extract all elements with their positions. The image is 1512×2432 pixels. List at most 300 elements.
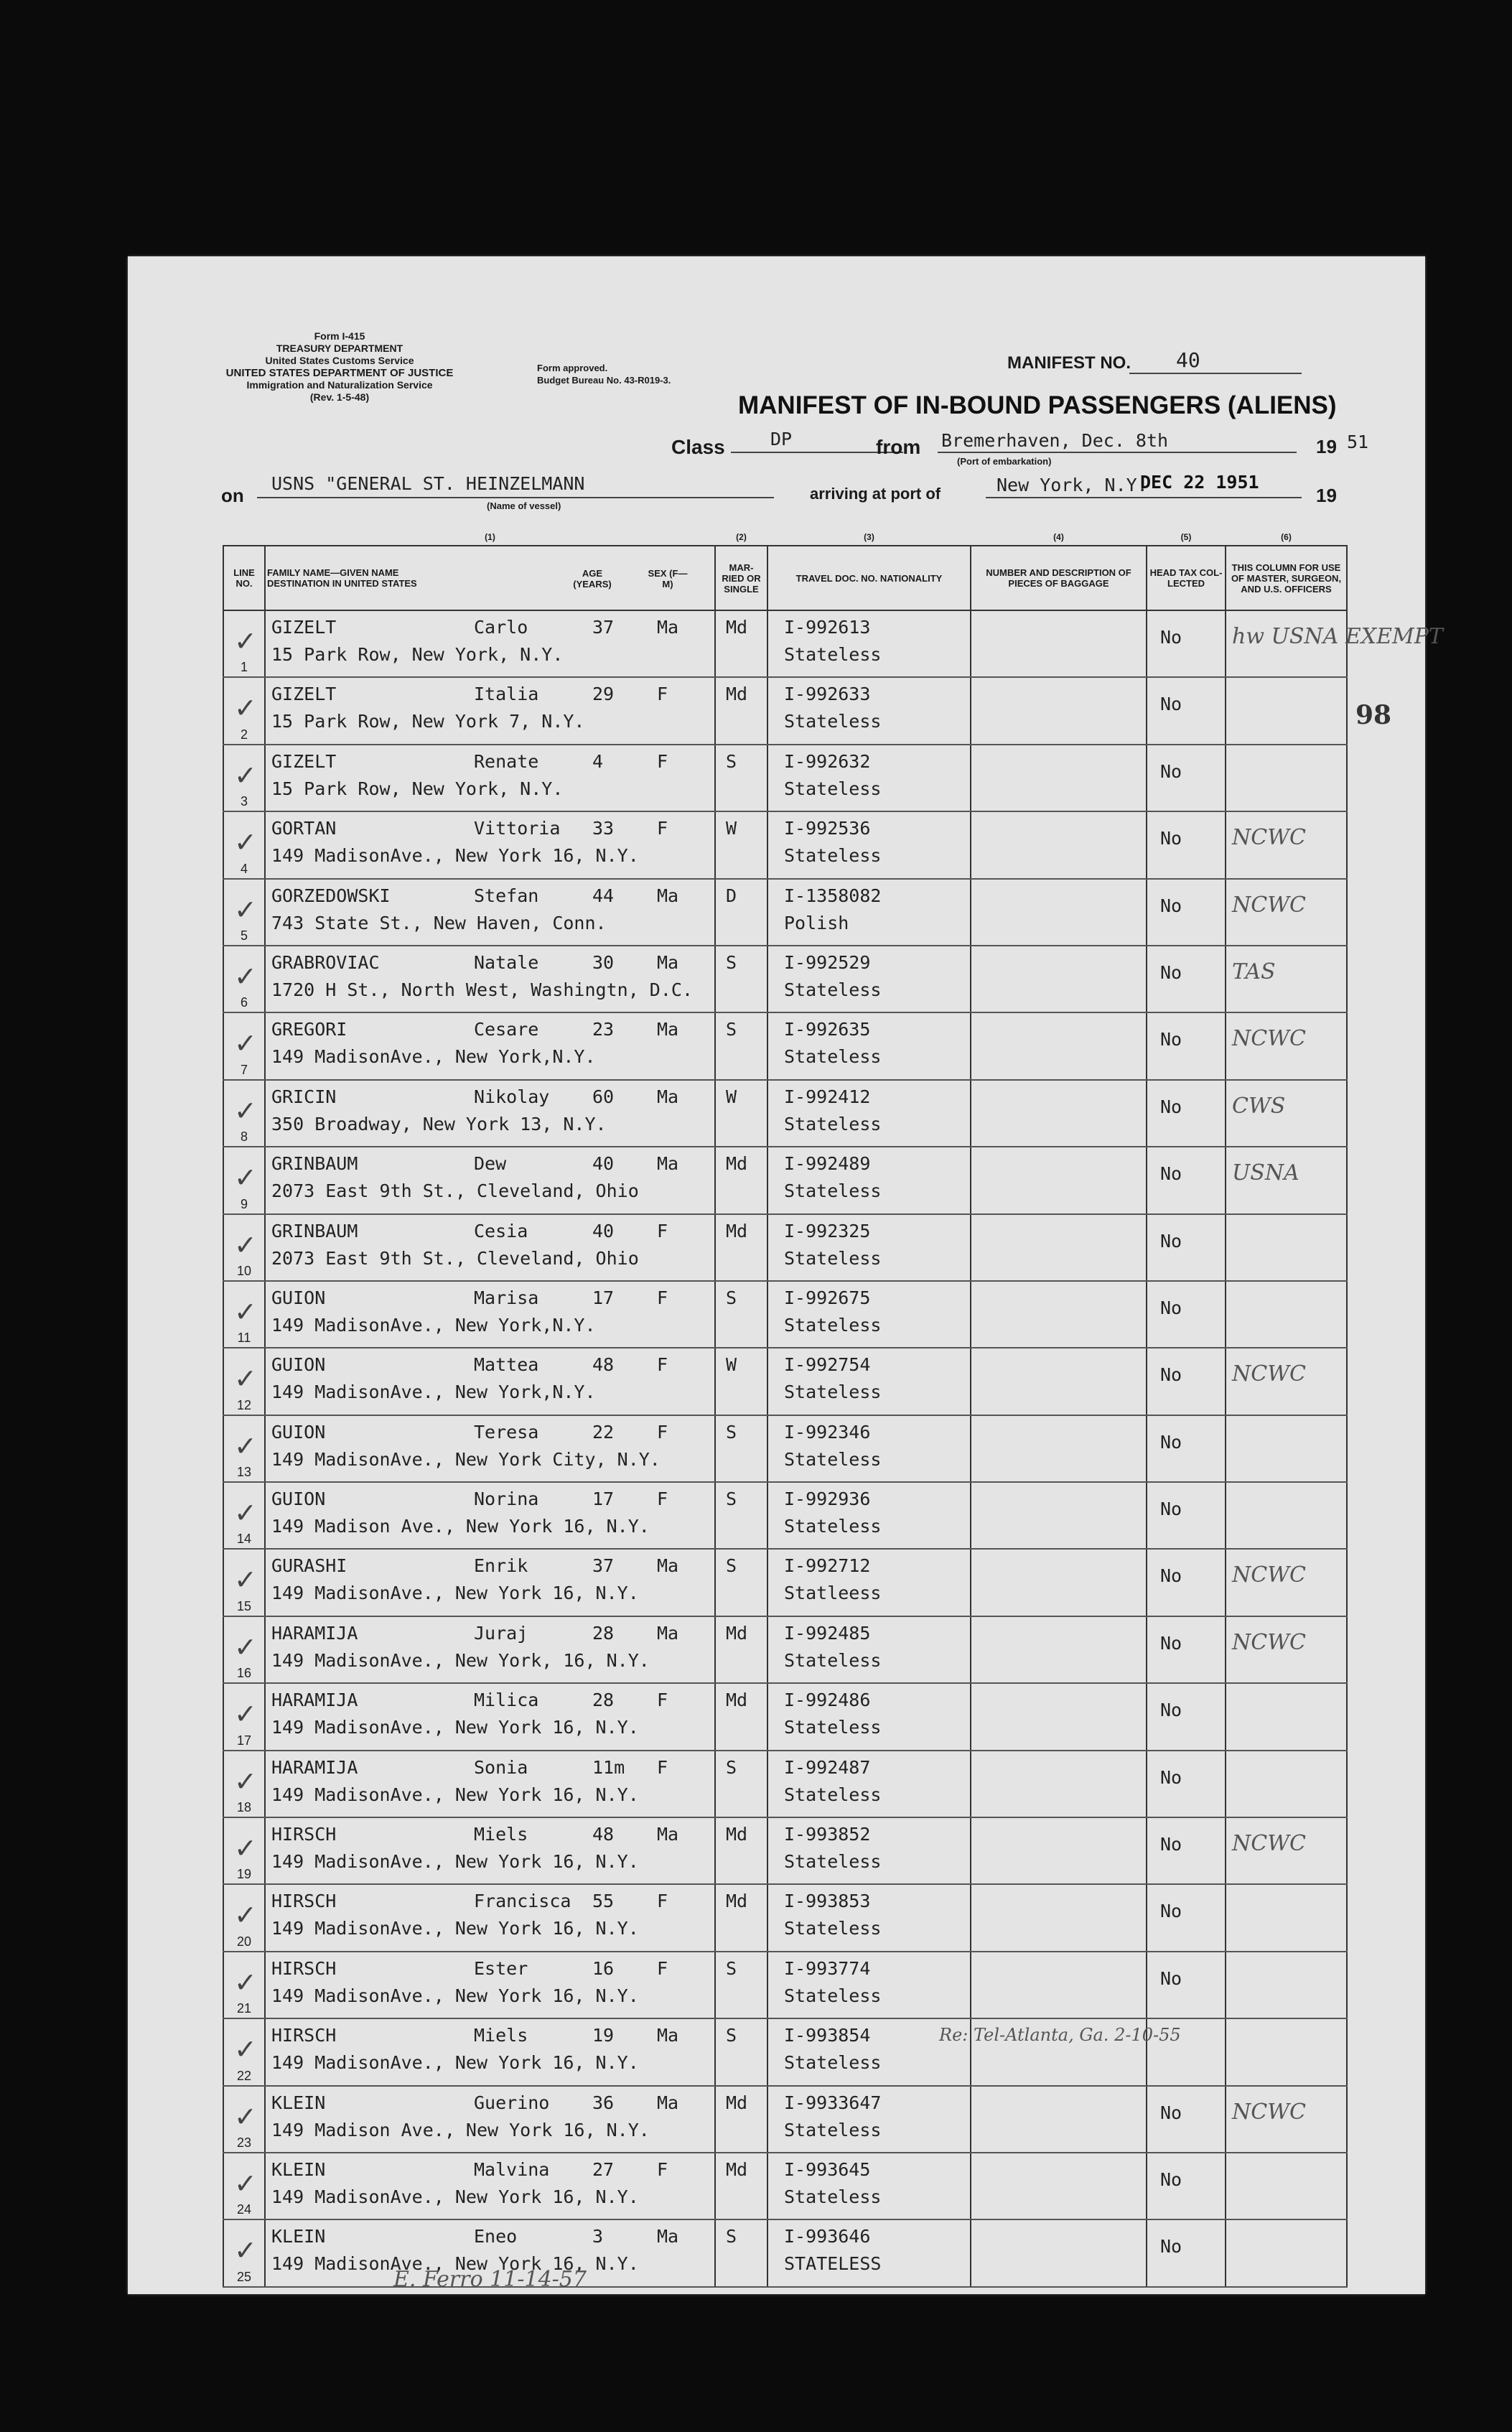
tax-cell [1147, 677, 1226, 744]
on-label: on [221, 485, 244, 506]
table-row [223, 1817, 1347, 1884]
baggage-cell [971, 2219, 1147, 2286]
married-cell [715, 1817, 767, 1884]
line-number-cell [223, 1214, 265, 1281]
line-number-cell [223, 879, 265, 946]
travel-doc-no: I-993854 [784, 2025, 871, 2046]
given-name: Ester [474, 1957, 528, 1979]
officer-note: NCWC [1232, 1361, 1306, 1387]
sex: Ma [657, 1153, 679, 1175]
sex: F [657, 1957, 668, 1979]
age: 40 [592, 1153, 615, 1175]
marital-status: Md [726, 1622, 748, 1644]
from-value: Bremerhaven, Dec. 8th [941, 430, 1169, 451]
travel-doc-no: I-993645 [784, 2158, 871, 2180]
sex: F [657, 1421, 668, 1443]
given-name: Enrik [474, 1555, 528, 1577]
col-header-officers: THIS COLUMN FOR USE OF MASTER, SURGEON, AND U.S. OFFICERS [1226, 546, 1347, 610]
travel-cell [767, 1683, 971, 1750]
check-mark: ✓ [234, 1966, 257, 1998]
officer-cell [1226, 1012, 1347, 1079]
line-number-cell [223, 2086, 265, 2153]
tax-cell [1147, 1683, 1226, 1750]
year-value: 51 [1347, 432, 1369, 452]
year-label: 19 [1316, 436, 1337, 457]
nationality: Stateless [784, 644, 882, 665]
family-name: GIZELT [271, 750, 337, 772]
destination: 149 MadisonAve., New York,N.Y. [271, 1314, 596, 1336]
table-row [223, 2219, 1347, 2286]
col-num: (2) [736, 531, 747, 542]
check-mark: ✓ [234, 1430, 257, 1462]
baggage-cell [971, 1884, 1147, 1951]
check-mark: ✓ [234, 1295, 257, 1328]
line-number: 12 [236, 1397, 252, 1412]
marital-status: Md [726, 684, 748, 705]
destination: 149 MadisonAve., New York 16, N.Y. [271, 1918, 639, 1939]
marital-status: Md [726, 1153, 748, 1175]
travel-doc-no: I-992529 [784, 951, 871, 973]
baggage-cell [971, 1952, 1147, 2018]
travel-doc-no: I-992485 [784, 1622, 871, 1644]
line-number: 3 [240, 794, 248, 809]
table-row [223, 2153, 1347, 2219]
given-name: Vittoria [474, 818, 561, 839]
marital-status: Md [726, 2092, 748, 2113]
nationality: STATELESS [784, 2253, 882, 2275]
check-mark: ✓ [234, 1094, 257, 1127]
line-number-cell [223, 1012, 265, 1079]
age: 3 [592, 2226, 604, 2247]
married-cell [715, 1281, 767, 1348]
head-tax: No [1160, 1901, 1182, 1922]
married-cell [715, 1751, 767, 1817]
col-header-travel: TRAVEL DOC. NO. NATIONALITY [767, 546, 971, 610]
marital-status: S [726, 1488, 737, 1510]
check-mark: ✓ [234, 625, 257, 657]
class-label: Class [671, 436, 725, 458]
head-tax: No [1160, 1967, 1182, 1989]
line-number: 11 [237, 1331, 251, 1346]
married-cell [715, 1616, 767, 1683]
travel-doc-no: I-9933647 [784, 2092, 882, 2113]
age: 23 [592, 1019, 615, 1040]
destination: 149 MadisonAve., New York,N.Y. [271, 1382, 596, 1403]
given-name: Miels [474, 2025, 528, 2046]
name-cell [265, 745, 715, 811]
age: 40 [592, 1220, 615, 1241]
marital-status: Md [726, 1824, 748, 1845]
check-mark: ✓ [234, 1564, 257, 1596]
nationality: Statleess [784, 1583, 882, 1604]
tax-cell [1147, 2219, 1226, 2286]
family-name: GUION [271, 1287, 326, 1308]
head-tax: No [1160, 1565, 1182, 1587]
officer-cell [1226, 1549, 1347, 1616]
line-number-cell [223, 1751, 265, 1817]
travel-cell [767, 1817, 971, 1884]
line-number-cell [223, 677, 265, 744]
officer-cell [1226, 1214, 1347, 1281]
col-header-name [265, 546, 715, 610]
destination: 149 MadisonAve., New York, 16, N.Y. [271, 1649, 650, 1671]
family-name: HARAMIJA [271, 1690, 358, 1711]
line-number-cell [223, 811, 265, 878]
table-row [223, 1214, 1347, 1281]
married-cell [715, 745, 767, 811]
sex: Ma [657, 2025, 679, 2046]
destination: 149 MadisonAve., New York 16, N.Y. [271, 2186, 639, 2207]
destination: 149 MadisonAve., New York 16, N.Y. [271, 1851, 639, 1873]
officer-note: USNA [1232, 1160, 1299, 1186]
family-name: GRINBAUM [271, 1153, 358, 1175]
travel-cell [767, 1214, 971, 1281]
travel-cell [767, 610, 971, 677]
col-header-married: MAR- RIED OR SINGLE [715, 546, 767, 610]
baggage-cell [971, 1214, 1147, 1281]
head-tax: No [1160, 1364, 1182, 1386]
table-row [223, 1683, 1347, 1750]
officer-note: TAS [1232, 959, 1276, 984]
nationality: Stateless [784, 778, 882, 799]
destination: 350 Broadway, New York 13, N.Y. [271, 1113, 607, 1135]
line-number: 25 [236, 2269, 252, 2284]
page-title: MANIFEST OF IN-BOUND PASSENGERS (ALIENS) [738, 391, 1337, 419]
married-cell [715, 946, 767, 1012]
travel-doc-no: I-992675 [784, 1287, 871, 1308]
travel-doc-no: I-992613 [784, 617, 871, 638]
officer-cell [1226, 610, 1443, 677]
sex: Ma [657, 1019, 679, 1040]
table-row [223, 1080, 1347, 1147]
officer-note: NCWC [1232, 892, 1306, 918]
line-number: 6 [240, 995, 248, 1010]
officer-cell [939, 2018, 1347, 2085]
head-tax: No [1160, 828, 1182, 849]
line-number: 21 [236, 2001, 252, 2016]
line-number-cell [223, 1147, 265, 1213]
marital-status: S [726, 2226, 737, 2247]
line-number-cell [223, 1549, 265, 1616]
travel-doc-no: I-992346 [784, 1421, 871, 1443]
col-header-name-text: FAMILY NAME—GIVEN NAME DESTINATION IN UNITED STATES [267, 567, 417, 589]
travel-doc-no: I-992633 [784, 684, 871, 705]
destination: 149 MadisonAve., New York City, N.Y. [271, 1448, 661, 1470]
officer-cell [1226, 1348, 1347, 1415]
table-row [223, 2018, 1347, 2085]
marital-status: Md [726, 1220, 748, 1241]
married-cell [715, 1012, 767, 1079]
col-num: (1) [485, 531, 495, 542]
marital-status: W [726, 818, 737, 839]
nationality: Stateless [784, 1649, 882, 1671]
family-name: GURASHI [271, 1555, 347, 1577]
head-tax: No [1160, 1834, 1182, 1855]
name-cell [265, 1415, 715, 1482]
married-cell [715, 879, 767, 946]
line-number-cell [223, 2153, 265, 2219]
name-cell [265, 1147, 715, 1213]
check-mark: ✓ [234, 759, 257, 791]
sex: F [657, 1756, 668, 1778]
age: 16 [592, 1957, 615, 1979]
arriving-label: arriving at port of [810, 485, 941, 503]
family-name: KLEIN [271, 2226, 326, 2247]
line-number-cell [223, 1683, 265, 1750]
check-mark: ✓ [234, 1765, 257, 1797]
travel-doc-no: I-993646 [784, 2226, 871, 2247]
line-number-cell [223, 1616, 265, 1683]
line-number-cell [223, 1348, 265, 1415]
baggage-cell [971, 1817, 1147, 1884]
table-row [223, 1348, 1347, 1415]
manifest-no-label: MANIFEST NO. [1007, 353, 1131, 373]
travel-doc-no: I-992412 [784, 1086, 871, 1107]
name-cell [265, 1348, 715, 1415]
line-number: 7 [240, 1062, 248, 1077]
given-name: Juraj [474, 1622, 528, 1644]
marital-status: W [726, 1086, 737, 1107]
age: 48 [592, 1824, 615, 1845]
name-cell [265, 946, 715, 1012]
age: 55 [592, 1891, 615, 1912]
sex: Ma [657, 1824, 679, 1845]
marital-status: S [726, 1555, 737, 1577]
destination: 149 MadisonAve., New York 16, N.Y. [271, 845, 639, 867]
travel-cell [767, 1751, 971, 1817]
nationality: Stateless [784, 2052, 882, 2074]
line-number-cell [223, 946, 265, 1012]
line-number: 24 [236, 2202, 252, 2217]
age: 60 [592, 1086, 615, 1107]
head-tax: No [1160, 1096, 1182, 1117]
name-cell [265, 1482, 715, 1549]
travel-doc-no: I-1358082 [784, 885, 882, 906]
given-name: Carlo [474, 617, 528, 638]
officer-note: NCWC [1232, 1562, 1306, 1588]
nationality: Stateless [784, 1516, 882, 1537]
port-embark-caption: (Port of embarkation) [957, 456, 1052, 467]
married-cell [715, 2018, 767, 2085]
married-cell [715, 610, 767, 677]
tax-cell [1147, 745, 1226, 811]
line-number-cell [223, 2219, 265, 2286]
col-num: (6) [1281, 531, 1292, 542]
family-name: GUION [271, 1488, 326, 1510]
given-name: Renate [474, 750, 539, 772]
given-name: Stefan [474, 885, 539, 906]
line-number: 9 [240, 1196, 248, 1211]
line-number: 10 [236, 1263, 252, 1278]
sex: F [657, 684, 668, 705]
officer-cell [1226, 879, 1347, 946]
tax-cell [1147, 2086, 1226, 2153]
travel-cell [767, 1012, 971, 1079]
head-tax: No [1160, 1230, 1182, 1252]
marital-status: S [726, 2025, 737, 2046]
check-mark: ✓ [234, 2167, 257, 2199]
marital-status: S [726, 1019, 737, 1040]
col-header-sex: SEX (F—M) [648, 568, 688, 590]
family-name: HIRSCH [271, 1891, 337, 1912]
age: 30 [592, 951, 615, 973]
head-tax: No [1160, 895, 1182, 916]
tax-cell [1147, 1214, 1226, 1281]
age: 4 [592, 750, 604, 772]
family-name: HIRSCH [271, 1957, 337, 1979]
name-cell [265, 2018, 715, 2085]
travel-doc-no: I-993774 [784, 1957, 871, 1979]
marital-status: Md [726, 617, 748, 638]
destination: 149 MadisonAve., New York 16, N.Y. [271, 2052, 639, 2074]
officer-cell [1226, 1952, 1347, 2018]
officer-cell [1226, 1147, 1347, 1213]
family-name: HIRSCH [271, 1824, 337, 1845]
head-tax: No [1160, 1029, 1182, 1050]
name-cell [265, 1884, 715, 1951]
tax-cell [1147, 1817, 1226, 1884]
table-row [223, 1751, 1347, 1817]
year-label-2: 19 [1316, 485, 1337, 506]
name-cell [265, 2086, 715, 2153]
baggage-cell [971, 1751, 1147, 1817]
family-name: GIZELT [271, 684, 337, 705]
age: 48 [592, 1354, 615, 1376]
officer-cell [1226, 1683, 1347, 1750]
given-name: Mattea [474, 1354, 539, 1376]
family-name: GORTAN [271, 818, 337, 839]
married-cell [715, 1348, 767, 1415]
officer-cell [1226, 1616, 1347, 1683]
nationality: Stateless [784, 1918, 882, 1939]
tax-cell [1147, 1884, 1226, 1951]
family-name: HARAMIJA [271, 1622, 358, 1644]
travel-cell [767, 2086, 971, 2153]
married-cell [715, 2086, 767, 2153]
baggage-cell [971, 677, 1147, 744]
travel-doc-no: I-992712 [784, 1555, 871, 1577]
sex: F [657, 750, 668, 772]
line-number-cell [223, 1080, 265, 1147]
given-name: Cesare [474, 1019, 539, 1040]
family-name: GRABROVIAC [271, 951, 380, 973]
line-number: 20 [236, 1934, 252, 1949]
travel-doc-no: I-992489 [784, 1153, 871, 1175]
sex: Ma [657, 2226, 679, 2247]
given-name: Italia [474, 684, 539, 705]
baggage-cell [971, 2086, 1147, 2153]
nationality: Stateless [784, 1113, 882, 1135]
sex: Ma [657, 1622, 679, 1644]
check-mark: ✓ [234, 2235, 257, 2267]
destination: 149 MadisonAve., New York 16, N.Y. [271, 2253, 639, 2275]
check-mark: ✓ [234, 2033, 257, 2066]
line-number-cell [223, 1817, 265, 1884]
baggage-cell [971, 1012, 1147, 1079]
given-name: Dew [474, 1153, 507, 1175]
tax-cell [1147, 1281, 1226, 1348]
tax-cell [1147, 811, 1226, 878]
baggage-cell [971, 610, 1147, 677]
marital-status: S [726, 750, 737, 772]
name-cell [265, 610, 715, 677]
marital-status: S [726, 1287, 737, 1308]
married-cell [715, 1683, 767, 1750]
age: 29 [592, 684, 615, 705]
check-mark: ✓ [234, 1229, 257, 1261]
col-num: (3) [864, 531, 874, 542]
tax-cell [1147, 1482, 1226, 1549]
given-name: Nikolay [474, 1086, 550, 1107]
destination: 2073 East 9th St., Cleveland, Ohio [271, 1247, 639, 1269]
travel-doc-no: I-992754 [784, 1354, 871, 1376]
married-cell [715, 2219, 767, 2286]
table-row [223, 1549, 1347, 1616]
officer-cell [1226, 1817, 1347, 1884]
line-number-cell [223, 1884, 265, 1951]
name-cell [265, 1751, 715, 1817]
marital-status: S [726, 1421, 737, 1443]
form-block: Form I-415 TREASURY DEPARTMENT United States Customs Service UNITED STATES DEPARTMENT OF JUSTICE Immigration and Naturalization Service (Rev. 1-5-48) [225, 330, 454, 403]
officer-note: NCWC [1232, 1026, 1306, 1052]
check-mark: ✓ [234, 1899, 257, 1932]
given-name: Guerino [474, 2092, 550, 2113]
line-number: 19 [236, 1867, 252, 1882]
check-mark: ✓ [234, 1363, 257, 1395]
given-name: Cesia [474, 1220, 528, 1241]
married-cell [715, 1549, 767, 1616]
baggage-cell [971, 811, 1147, 878]
table-row [223, 1012, 1347, 1079]
travel-cell [767, 1884, 971, 1951]
travel-doc-no: I-992632 [784, 750, 871, 772]
side-number: 98 [1355, 700, 1392, 730]
travel-cell [767, 1147, 971, 1213]
line-number-cell [223, 2018, 265, 2085]
line-number-cell [223, 1281, 265, 1348]
travel-cell [767, 1415, 971, 1482]
travel-doc-no: I-992635 [784, 1019, 871, 1040]
name-cell [265, 2153, 715, 2219]
nationality: Stateless [784, 2186, 882, 2207]
vessel-value: USNS "GENERAL ST. HEINZELMANN [271, 473, 585, 494]
given-name: Natale [474, 951, 539, 973]
given-name: Sonia [474, 1756, 528, 1778]
line-number: 2 [240, 727, 248, 742]
destination: 149 MadisonAve., New York 16, N.Y. [271, 1784, 639, 1805]
age: 33 [592, 818, 615, 839]
head-tax: No [1160, 1297, 1182, 1318]
name-cell [265, 1281, 715, 1348]
travel-cell [767, 1482, 971, 1549]
travel-cell [767, 2153, 971, 2219]
sex: Ma [657, 885, 679, 906]
name-cell [265, 811, 715, 878]
table-row [223, 946, 1347, 1012]
name-cell [265, 1683, 715, 1750]
name-cell [265, 1817, 715, 1884]
officer-cell [1226, 2153, 1347, 2219]
given-name: Teresa [474, 1421, 539, 1443]
line-number: 5 [240, 928, 248, 943]
officer-cell [1226, 946, 1347, 1012]
marital-status: Md [726, 2158, 748, 2180]
head-tax: No [1160, 2168, 1182, 2190]
head-tax: No [1160, 694, 1182, 715]
officer-cell [1226, 2086, 1347, 2153]
nationality: Stateless [784, 1448, 882, 1470]
line-number: 8 [240, 1129, 248, 1145]
